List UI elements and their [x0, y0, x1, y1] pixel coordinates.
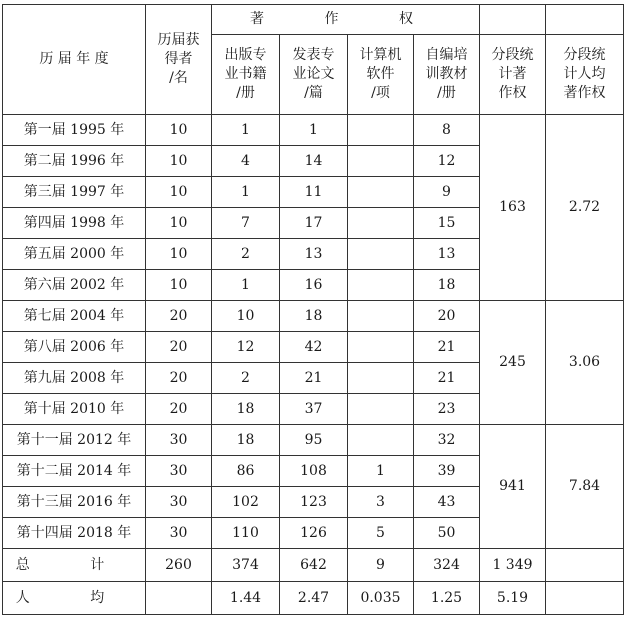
winners-cell: 30 [146, 487, 212, 518]
header-books: 出版专 业书籍 /册 [212, 35, 280, 115]
textbooks-cell: 32 [414, 425, 480, 456]
papers-cell: 123 [280, 487, 348, 518]
total-row [3, 549, 624, 582]
papers-cell: 42 [280, 332, 348, 363]
total-label: 总 计 [3, 549, 146, 582]
software-cell [348, 425, 414, 456]
papers-cell: 108 [280, 456, 348, 487]
textbooks-cell: 13 [414, 239, 480, 270]
winners-cell: 20 [146, 332, 212, 363]
header-papers: 发表专 业论文 /篇 [280, 35, 348, 115]
software-cell [348, 208, 414, 239]
segment-total-cell: 163 [480, 115, 546, 301]
term-cell: 第九届 2008 年 [3, 363, 146, 394]
software-cell [348, 177, 414, 208]
software-cell [348, 332, 414, 363]
average-winners [146, 582, 212, 615]
books-cell: 4 [212, 146, 280, 177]
papers-cell: 126 [280, 518, 348, 549]
textbooks-cell: 23 [414, 394, 480, 425]
header-segment-total-blank [480, 5, 546, 35]
books-cell: 18 [212, 425, 280, 456]
copyright-statistics-table [2, 4, 624, 615]
term-cell: 第十二届 2014 年 [3, 456, 146, 487]
total-winners: 260 [146, 549, 212, 582]
software-cell: 1 [348, 456, 414, 487]
total-segment-total: 1 349 [480, 549, 546, 582]
header-segment-avg-blank [546, 5, 624, 35]
books-cell: 1 [212, 115, 280, 146]
textbooks-cell: 21 [414, 363, 480, 394]
textbooks-cell: 39 [414, 456, 480, 487]
books-cell: 2 [212, 363, 280, 394]
header-winners: 历届获 得者 /名 [146, 5, 212, 115]
books-cell: 18 [212, 394, 280, 425]
textbooks-cell: 43 [414, 487, 480, 518]
books-cell: 102 [212, 487, 280, 518]
header-year: 历 届 年 度 [3, 5, 146, 115]
winners-cell: 20 [146, 363, 212, 394]
software-cell [348, 115, 414, 146]
winners-cell: 10 [146, 270, 212, 301]
software-cell [348, 270, 414, 301]
software-cell: 5 [348, 518, 414, 549]
software-cell [348, 394, 414, 425]
papers-cell: 14 [280, 146, 348, 177]
textbooks-cell: 21 [414, 332, 480, 363]
term-cell: 第八届 2006 年 [3, 332, 146, 363]
software-cell: 3 [348, 487, 414, 518]
papers-cell: 37 [280, 394, 348, 425]
papers-cell: 16 [280, 270, 348, 301]
header-copyright-group: 著 作 权 [212, 5, 480, 35]
term-cell: 第二届 1996 年 [3, 146, 146, 177]
winners-cell: 10 [146, 177, 212, 208]
books-cell: 7 [212, 208, 280, 239]
textbooks-cell: 50 [414, 518, 480, 549]
books-cell: 10 [212, 301, 280, 332]
papers-cell: 21 [280, 363, 348, 394]
average-row [3, 582, 624, 615]
total-software: 9 [348, 549, 414, 582]
papers-cell: 95 [280, 425, 348, 456]
winners-cell: 10 [146, 208, 212, 239]
total-textbooks: 324 [414, 549, 480, 582]
textbooks-cell: 8 [414, 115, 480, 146]
books-cell: 12 [212, 332, 280, 363]
header-textbooks: 自编培 训教材 /册 [414, 35, 480, 115]
books-cell: 1 [212, 177, 280, 208]
total-segment-avg [546, 549, 624, 582]
table-row [3, 301, 624, 332]
textbooks-cell: 18 [414, 270, 480, 301]
winners-cell: 20 [146, 301, 212, 332]
books-cell: 86 [212, 456, 280, 487]
term-cell: 第十一届 2012 年 [3, 425, 146, 456]
segment-total-cell: 941 [480, 425, 546, 549]
winners-cell: 10 [146, 239, 212, 270]
average-books: 1.44 [212, 582, 280, 615]
segment-avg-cell: 3.06 [546, 301, 624, 425]
papers-cell: 11 [280, 177, 348, 208]
total-books: 374 [212, 549, 280, 582]
term-cell: 第十四届 2018 年 [3, 518, 146, 549]
software-cell [348, 146, 414, 177]
textbooks-cell: 12 [414, 146, 480, 177]
average-textbooks: 1.25 [414, 582, 480, 615]
term-cell: 第五届 2000 年 [3, 239, 146, 270]
segment-avg-cell: 2.72 [546, 115, 624, 301]
average-segment-total: 5.19 [480, 582, 546, 615]
software-cell [348, 239, 414, 270]
term-cell: 第一届 1995 年 [3, 115, 146, 146]
term-cell: 第十届 2010 年 [3, 394, 146, 425]
table-row [3, 425, 624, 456]
header-segment-avg: 分段统 计人均 著作权 [546, 35, 624, 115]
average-label: 人 均 [3, 582, 146, 615]
segment-avg-cell: 7.84 [546, 425, 624, 549]
term-cell: 第六届 2002 年 [3, 270, 146, 301]
term-cell: 第七届 2004 年 [3, 301, 146, 332]
books-cell: 110 [212, 518, 280, 549]
books-cell: 2 [212, 239, 280, 270]
term-cell: 第四届 1998 年 [3, 208, 146, 239]
books-cell: 1 [212, 270, 280, 301]
software-cell [348, 363, 414, 394]
winners-cell: 30 [146, 425, 212, 456]
software-cell [348, 301, 414, 332]
papers-cell: 18 [280, 301, 348, 332]
winners-cell: 10 [146, 146, 212, 177]
segment-total-cell: 245 [480, 301, 546, 425]
winners-cell: 20 [146, 394, 212, 425]
winners-cell: 30 [146, 456, 212, 487]
header-segment-total: 分段统 计著 作权 [480, 35, 546, 115]
papers-cell: 13 [280, 239, 348, 270]
header-software: 计算机 软件 /项 [348, 35, 414, 115]
average-segment-avg [546, 582, 624, 615]
papers-cell: 1 [280, 115, 348, 146]
total-papers: 642 [280, 549, 348, 582]
table-row [3, 115, 624, 146]
term-cell: 第三届 1997 年 [3, 177, 146, 208]
winners-cell: 10 [146, 115, 212, 146]
winners-cell: 30 [146, 518, 212, 549]
term-cell: 第十三届 2016 年 [3, 487, 146, 518]
textbooks-cell: 20 [414, 301, 480, 332]
average-software: 0.035 [348, 582, 414, 615]
textbooks-cell: 9 [414, 177, 480, 208]
average-papers: 2.47 [280, 582, 348, 615]
textbooks-cell: 15 [414, 208, 480, 239]
papers-cell: 17 [280, 208, 348, 239]
